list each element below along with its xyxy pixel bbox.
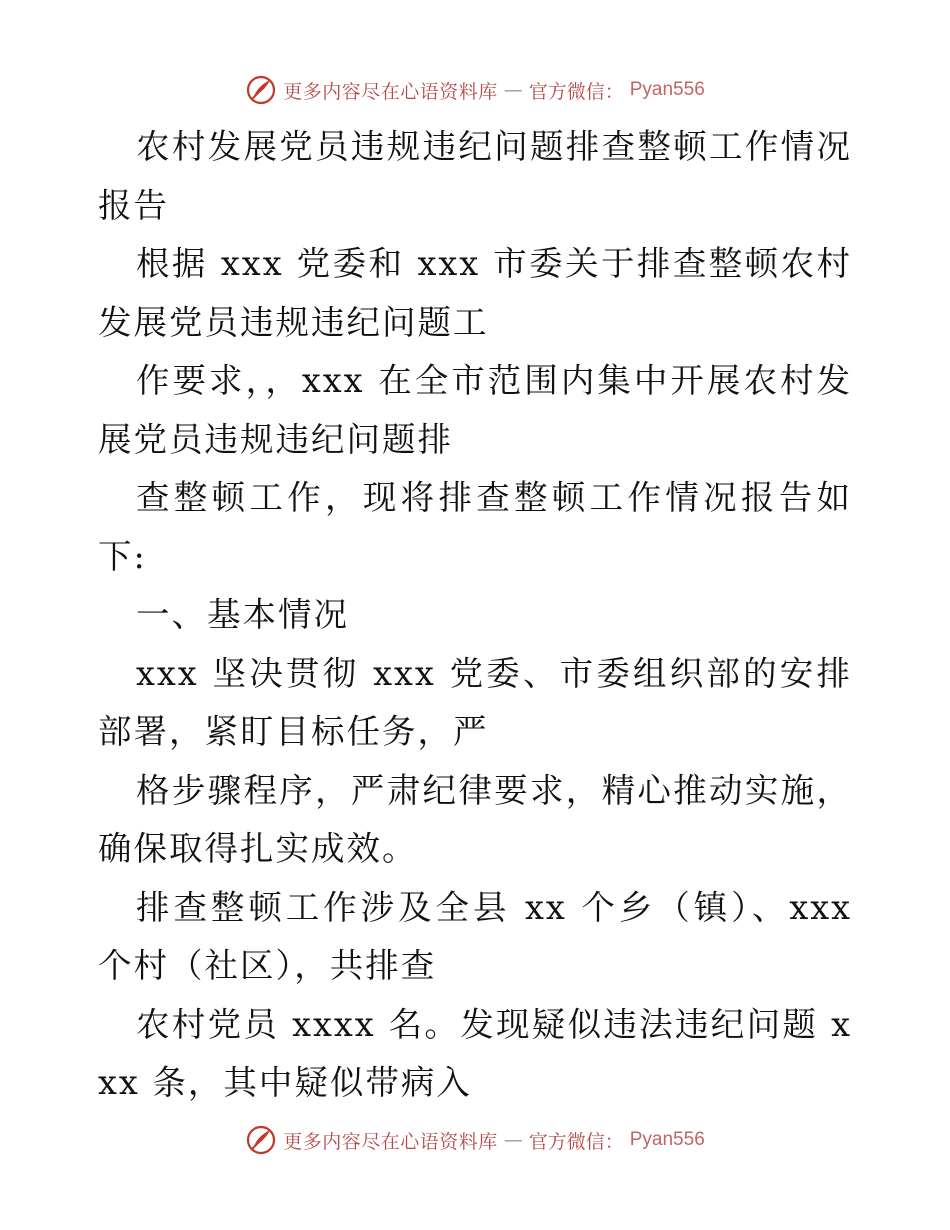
banner-site-text: 更多内容尽在心语资料库 xyxy=(283,80,498,103)
footer-banner xyxy=(0,1122,950,1158)
feather-logo-icon xyxy=(245,1124,277,1156)
feather-logo-icon xyxy=(245,74,277,106)
section-heading: 一、基本情况 xyxy=(136,595,349,634)
banner-wechat-id: Pyan556 xyxy=(629,79,705,100)
banner-dash: — xyxy=(503,1129,523,1151)
banner-site-text: 更多内容尽在心语资料库 xyxy=(283,1130,498,1153)
banner-wechat-label: 官方微信： xyxy=(528,1130,624,1153)
paragraph: 农村党员 xxxx 名。发现疑似违法违纪问题 xxx 条，其中疑似带病入 xyxy=(98,1004,852,1102)
paragraph: xxx 坚决贯彻 xxx 党委、市委组织部的安排部署，紧盯目标任务，严 xyxy=(98,653,852,751)
paragraph: 作要求，，xxx 在全市范围内集中开展农村发展党员违规违纪问题排 xyxy=(98,361,852,459)
paragraph: 排查整顿工作涉及全县 xx 个乡（镇）、xxx 个村（社区），共排查 xyxy=(98,887,852,985)
document-title: 农村发展党员违规违纪问题排查整顿工作情况报告 xyxy=(98,127,852,225)
banner-wechat-id: Pyan556 xyxy=(629,1129,705,1150)
header-banner xyxy=(0,72,950,108)
paragraph: 格步骤程序，严肃纪律要求，精心推动实施，确保取得扎实成效。 xyxy=(98,770,852,868)
paragraph: 查整顿工作，现将排查整顿工作情况报告如下: xyxy=(98,478,852,576)
document-body xyxy=(98,118,852,1113)
banner-dash: — xyxy=(503,79,523,101)
banner-wechat-label: 官方微信： xyxy=(528,80,624,103)
paragraph: 根据 xxx 党委和 xxx 市委关于排查整顿农村发展党员违规违纪问题工 xyxy=(98,244,852,342)
